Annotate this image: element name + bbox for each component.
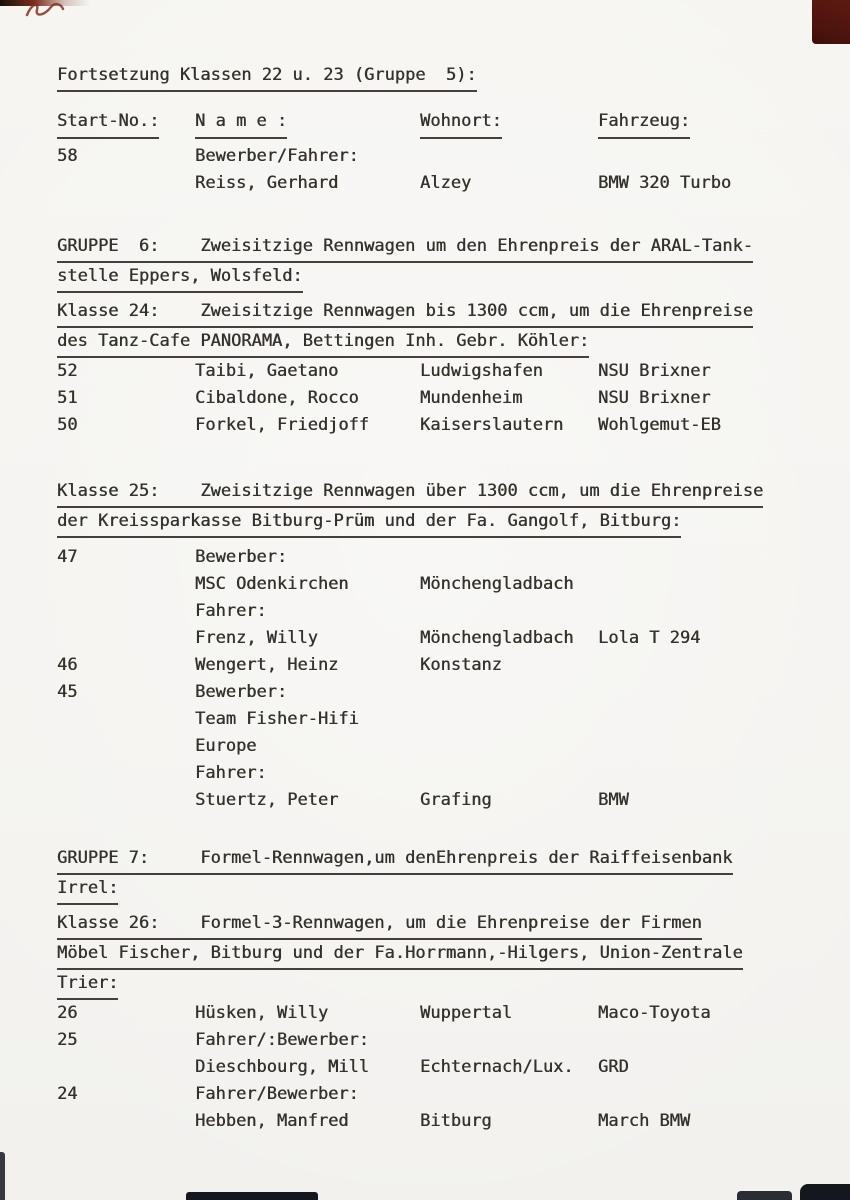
name-cell: Bewerber: [195, 682, 288, 702]
section-heading-line: GRUPPE 7: Formel-Rennwagen,um denEhrenpreis der Raiffeisenbank [57, 845, 733, 875]
table-row [57, 652, 817, 679]
section-heading-line: Möbel Fischer, Bitburg und der Fa.Horrmann,-Hilgers, Union-Zentrale [57, 940, 743, 970]
section-gruppe-6 [57, 233, 817, 293]
section-klasse-25 [57, 478, 817, 814]
section-rows [57, 1000, 817, 1135]
section-rows [57, 143, 817, 197]
fahrzeug-cell: March BMW [598, 1111, 691, 1131]
table-row [57, 679, 817, 706]
section-heading-line: GRUPPE 6: Zweisitzige Rennwagen um den Ehrenpreis der ARAL-Tank- [57, 233, 753, 263]
name-cell: Fahrer: [195, 601, 267, 621]
fahrzeug-cell: Wohlgemut-EB [598, 415, 721, 435]
scan-mark-bottom-center [186, 1192, 318, 1200]
start-no-cell: 51 [57, 388, 78, 408]
table-row [57, 733, 817, 760]
scan-mark-bottom-right [737, 1191, 792, 1200]
column-header-name: N a m e : [195, 108, 287, 139]
section-rows [57, 358, 817, 439]
section-rows [57, 544, 817, 814]
name-cell: Fahrer: [195, 763, 267, 783]
column-header-wohnort: Wohnort: [420, 108, 502, 139]
table-row [57, 1108, 817, 1135]
fahrzeug-cell: Lola T 294 [598, 628, 701, 648]
fahrzeug-cell: NSU Brixner [598, 388, 711, 408]
table-row [57, 412, 817, 439]
section-heading-line: Klasse 25: Zweisitzige Rennwagen über 1300 ccm, um die Ehrenpreise [57, 478, 763, 508]
name-cell: Dieschbourg, Mill [195, 1057, 369, 1077]
table-row [57, 143, 817, 170]
start-no-cell: 46 [57, 655, 78, 675]
name-cell: Bewerber: [195, 547, 288, 567]
wohnort-cell: Alzey [420, 173, 472, 193]
section-klasse-26 [57, 910, 817, 1135]
name-cell: Taibi, Gaetano [195, 361, 339, 381]
table-row [57, 787, 817, 814]
name-cell: Cibaldone, Rocco [195, 388, 359, 408]
scan-mark-bottom-left [0, 1152, 5, 1200]
section-heading-line: Irrel: [57, 875, 118, 905]
table-row [57, 1000, 817, 1027]
start-no-cell: 58 [57, 146, 78, 166]
document-body [57, 62, 817, 1135]
section-gruppe-7 [57, 845, 817, 905]
section-heading-line: stelle Eppers, Wolsfeld: [57, 263, 303, 293]
start-no-cell: 47 [57, 547, 78, 567]
name-cell: Hüsken, Willy [195, 1003, 329, 1023]
table-row [57, 358, 817, 385]
table-row [57, 571, 817, 598]
table-row [57, 760, 817, 787]
wohnort-cell: Kaiserslautern [420, 415, 564, 435]
name-cell: Reiss, Gerhard [195, 173, 339, 193]
name-cell: Forkel, Friedjoff [195, 415, 369, 435]
name-cell: Europe [195, 736, 257, 756]
section-klasse-24 [57, 298, 817, 439]
table-row [57, 1054, 817, 1081]
section-heading-line: der Kreissparkasse Bitburg-Prüm und der Fa. Gangolf, Bitburg: [57, 508, 681, 538]
name-cell: Hebben, Manfred [195, 1111, 349, 1131]
section-klassen-22-23-fortsetzung [57, 143, 817, 197]
red-pen-scribble [24, 0, 66, 20]
sections-container [57, 143, 817, 1135]
start-no-cell: 26 [57, 1003, 78, 1023]
table-row [57, 385, 817, 412]
wohnort-cell: Konstanz [420, 655, 502, 675]
table-row [57, 598, 817, 625]
name-cell: Frenz, Willy [195, 628, 318, 648]
table-row [57, 1081, 817, 1108]
name-cell: Stuertz, Peter [195, 790, 339, 810]
table-row [57, 170, 817, 197]
table-row [57, 625, 817, 652]
start-no-cell: 52 [57, 361, 78, 381]
name-cell: Team Fisher-Hifi [195, 709, 359, 729]
start-no-cell: 45 [57, 682, 78, 702]
section-heading-line: Klasse 26: Formel-3-Rennwagen, um die Ehrenpreise der Firmen [57, 910, 702, 940]
wohnort-cell: Wuppertal [420, 1003, 513, 1023]
wohnort-cell: Mönchengladbach [420, 628, 574, 648]
name-cell: MSC Odenkirchen [195, 574, 349, 594]
wohnort-cell: Mundenheim [420, 388, 523, 408]
wohnort-cell: Grafing [420, 790, 492, 810]
section-heading-line: Trier: [57, 970, 118, 1000]
section-heading-line: Klasse 24: Zweisitzige Rennwagen bis 1300 ccm, um die Ehrenpreise [57, 298, 753, 328]
fahrzeug-cell: BMW 320 Turbo [598, 173, 732, 193]
table-row [57, 544, 817, 571]
start-no-cell: 25 [57, 1030, 78, 1050]
table-row [57, 706, 817, 733]
wohnort-cell: Mönchengladbach [420, 574, 574, 594]
wohnort-cell: Bitburg [420, 1111, 492, 1131]
column-header-fahrzeug: Fahrzeug: [598, 108, 690, 139]
fahrzeug-cell: NSU Brixner [598, 361, 711, 381]
fahrzeug-cell: GRD [598, 1057, 629, 1077]
name-cell: Fahrer/Bewerber: [195, 1084, 359, 1104]
scan-smear-top-left [0, 0, 90, 6]
start-no-cell: 50 [57, 415, 78, 435]
fahrzeug-cell: Maco-Toyota [598, 1003, 711, 1023]
scan-corner-block [812, 0, 850, 44]
name-cell: Wengert, Heinz [195, 655, 339, 675]
wohnort-cell: Ludwigshafen [420, 361, 543, 381]
name-cell: Fahrer/:Bewerber: [195, 1030, 369, 1050]
scan-mark-bottom-corner [800, 1184, 850, 1200]
page-title: Fortsetzung Klassen 22 u. 23 (Gruppe 5): [57, 62, 477, 92]
start-no-cell: 24 [57, 1084, 78, 1104]
section-heading-line: des Tanz-Cafe PANORAMA, Bettingen Inh. Gebr. Köhler: [57, 328, 589, 358]
wohnort-cell: Echternach/Lux. [420, 1057, 574, 1077]
fahrzeug-cell: BMW [598, 790, 629, 810]
table-column-headers [57, 108, 817, 139]
name-cell: Bewerber/Fahrer: [195, 146, 359, 166]
table-row [57, 1027, 817, 1054]
column-header-start-no: Start-No.: [57, 108, 159, 139]
